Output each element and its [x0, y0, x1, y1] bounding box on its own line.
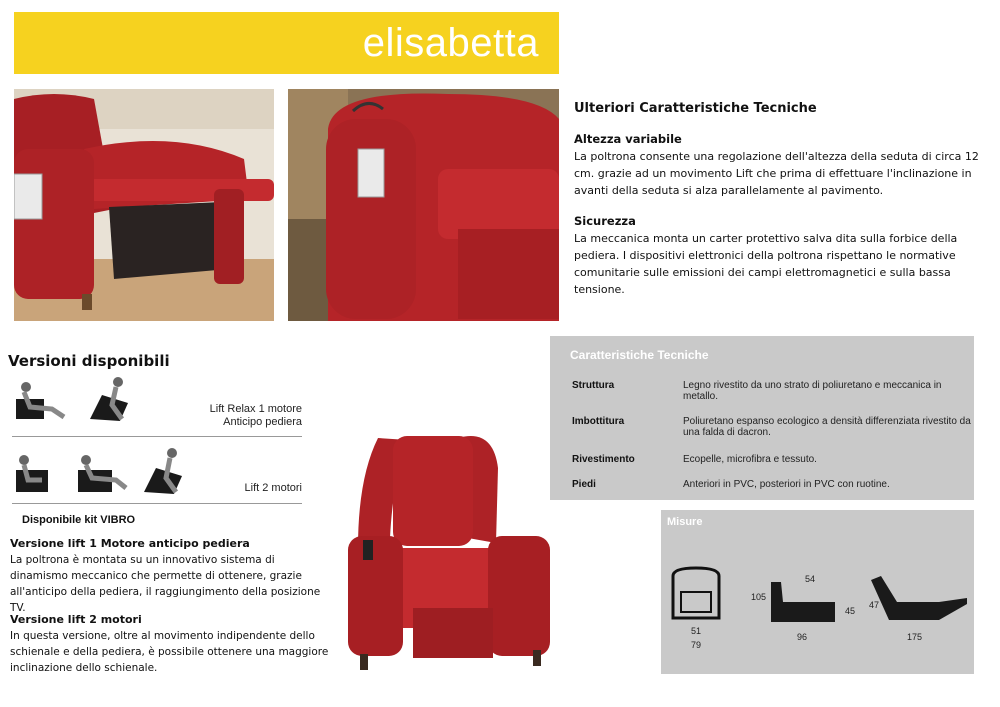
feature-text: La poltrona consente una regolazione dell'altezza della seduta di circa 12 cm. grazie ad un movimento Lift che prima di effettuare l'inclinazione in avanti della seduta si alza parallelamente al pavimento.: [574, 150, 979, 197]
spec-value: Anteriori in PVC, posteriori in PVC con ruotine.: [683, 479, 890, 490]
dim-front-width: 79: [691, 640, 702, 650]
lift-figure-icon: [84, 375, 134, 423]
brand-bar: [14, 12, 559, 74]
version-description-text: In questa versione, oltre al movimento indipendente dello schienale e della pediera, è possibile ottenere una maggiore inclinazione dello schienale.: [10, 630, 329, 674]
lift-figure-icon: [138, 446, 188, 496]
spec-key: Piedi: [572, 479, 596, 490]
version-label: Lift Relax 1 motore: [209, 403, 302, 415]
divider: [12, 436, 302, 437]
version-description: [10, 536, 330, 616]
version-label: Lift 2 motori: [244, 482, 302, 494]
dim-recline-height: 47: [869, 600, 880, 610]
technical-features: [574, 100, 984, 312]
sitting-figure-icon: [12, 379, 72, 423]
version-description-heading: Versione lift 1 Motore anticipo pediera: [10, 537, 250, 550]
spec-value: Ecopelle, microfibra e tessuto.: [683, 454, 817, 465]
brand-name: elisabetta: [362, 21, 539, 65]
divider: [12, 503, 302, 504]
kit-label: Disponibile kit VIBRO: [22, 514, 136, 526]
reclined-view-icon: [867, 574, 971, 626]
spec-key: Imbottitura: [572, 416, 625, 427]
version-description-text: La poltrona è montata su un innovativo sistema di dinamismo meccanico che permette di ottenere, grazie all'anticipo della pediera, il raggiungimento della posizione TV.: [10, 554, 321, 614]
front-view-icon: [667, 566, 725, 622]
spec-value: Legno rivestito da uno strato di poliuretano e meccanica in metallo.: [683, 380, 942, 402]
version-sublabel: Anticipo pediera: [223, 416, 302, 428]
product-photo-lifted: [288, 89, 559, 321]
dim-side-seat-depth: 54: [805, 574, 816, 584]
measures-title: Misure: [667, 516, 703, 528]
dim-side-height: 105: [751, 592, 767, 602]
feature-heading: Altezza variabile: [574, 132, 682, 146]
spec-key: Rivestimento: [572, 454, 635, 465]
dim-side-depth: 96: [797, 632, 808, 642]
version-description: [10, 612, 330, 676]
product-photo-reclined: [14, 89, 274, 321]
side-view-icon: [769, 578, 837, 626]
recline-figure-icon: [74, 452, 130, 496]
sitting-figure-icon: [12, 452, 66, 496]
spec-value: Poliuretano espanso ecologico a densità differenziata rivestito da una falda di dacron.: [683, 416, 971, 438]
feature-heading: Sicurezza: [574, 214, 636, 228]
product-photo-armchair: [338, 428, 560, 678]
dim-recline-length: 175: [907, 632, 923, 642]
dim-side-seat-height: 45: [845, 606, 856, 616]
version-description-heading: Versione lift 2 motori: [10, 613, 142, 626]
versions-title: Versioni disponibili: [8, 352, 170, 370]
specs-panel: [550, 336, 974, 500]
technical-features-title: Ulteriori Caratteristiche Tecniche: [574, 101, 817, 116]
feature-text: La meccanica monta un carter protettivo salva dita sulla forbice della pediera. I dispositivi elettronici della poltrona rispettano le normative comunitarie sulle emissioni dei campi elettromagnetici e sulla bassa tensione.: [574, 232, 958, 296]
spec-key: Struttura: [572, 380, 615, 391]
version-row: [12, 446, 302, 501]
dim-front-inner-width: 51: [691, 626, 702, 636]
specs-title: Caratteristiche Tecniche: [570, 348, 709, 362]
version-row: [12, 375, 302, 430]
measures-panel: [661, 510, 974, 674]
